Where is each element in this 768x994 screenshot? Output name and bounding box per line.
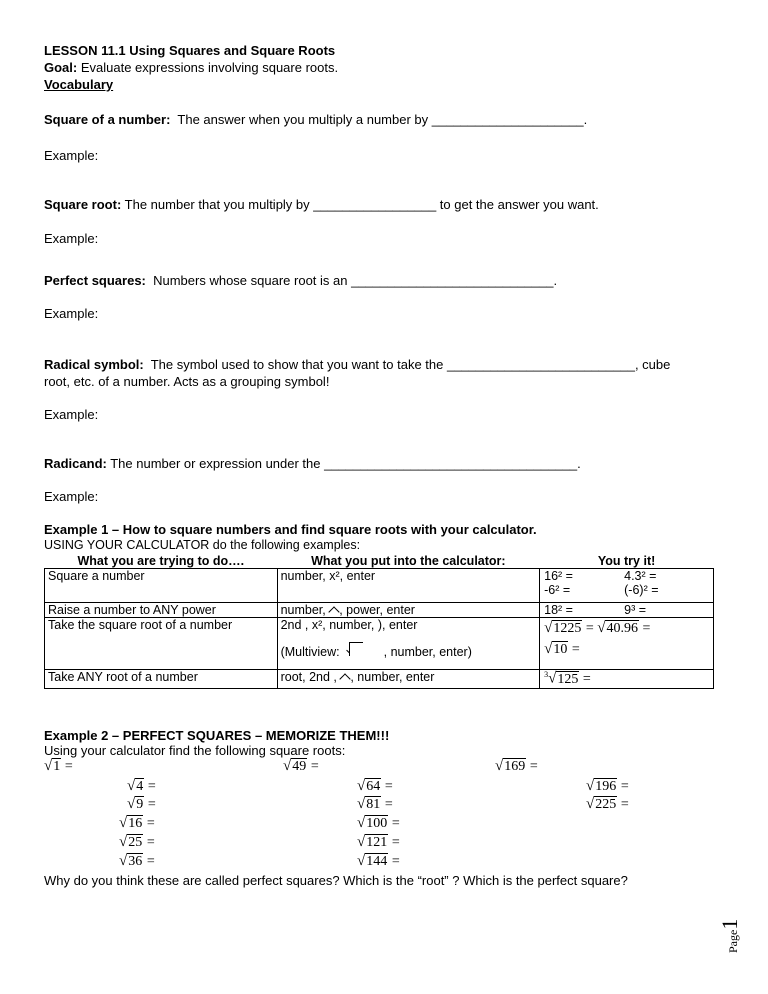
try-neg6-squared: -6² = xyxy=(544,583,571,597)
root-9: √9 = xyxy=(127,796,156,812)
header-keys: What you put into the calculator: xyxy=(311,554,506,568)
term: Square root: xyxy=(44,197,122,212)
keys-cell xyxy=(277,603,540,618)
caret-icon xyxy=(329,604,339,614)
definition: The number that you multiply by _________________ to get the answer you want. xyxy=(121,197,599,212)
root-4: √4 = xyxy=(127,778,156,794)
task-cell: Raise a number to ANY power xyxy=(45,603,278,618)
try-cell xyxy=(540,569,714,603)
goal-label: Goal: xyxy=(44,60,78,75)
try-16-squared: 16² = xyxy=(544,569,573,583)
example2-subtitle: Using your calculator find the following square roots: xyxy=(44,743,346,758)
root-225: √225 = xyxy=(586,796,629,812)
goal-line xyxy=(44,60,338,75)
goal-text: Evaluate expressions involving square roots. xyxy=(77,60,339,75)
task-cell: Square a number xyxy=(45,569,278,603)
header-try: You try it! xyxy=(597,554,656,568)
page-number-value: 1 xyxy=(717,918,742,930)
root-121: √121 = xyxy=(357,834,400,850)
root-49: √49 = xyxy=(283,758,319,774)
try-sqrt-40-96: √40.96 xyxy=(597,620,638,636)
definition: The answer when you multiply a number by _____________________. xyxy=(170,112,588,127)
keys-post: , power, enter xyxy=(339,603,415,617)
example-label: Example: xyxy=(44,407,99,422)
root-16: √16 = xyxy=(119,815,155,831)
task-cell: Take the square root of a number xyxy=(45,618,278,670)
keys-post: , number, enter xyxy=(350,670,435,684)
page-number xyxy=(717,873,743,953)
try-sqrt-10: √10 xyxy=(544,641,568,657)
example-label: Example: xyxy=(44,231,99,246)
root-81: √81 = xyxy=(357,796,393,812)
vocab-perfect-squares xyxy=(44,273,557,288)
vocab-square-of-number xyxy=(44,112,587,127)
try-paren-neg6-squared: (-6)² = xyxy=(624,583,659,597)
term: Radical symbol: xyxy=(44,357,144,372)
task-cell: Take ANY root of a number xyxy=(45,670,278,689)
example2-title: Example 2 – PERFECT SQUARES – MEMORIZE THEM!!! xyxy=(44,728,390,743)
table-row xyxy=(45,603,714,618)
root-100: √100 = xyxy=(357,815,400,831)
try-cell: √1225 = √40.96 = √10 = xyxy=(540,618,714,670)
example1-title: Example 1 – How to square numbers and find square roots with your calculator. xyxy=(44,522,537,537)
example-label: Example: xyxy=(44,306,99,321)
perfect-squares-question: Why do you think these are called perfect squares? Which is the “root” ? Which is the perfect square? xyxy=(44,873,628,888)
keys-pre: root, 2nd , xyxy=(280,670,341,684)
vocab-radicand xyxy=(44,456,581,471)
table-header-row xyxy=(45,554,714,569)
definition-continued: root, etc. of a number. Acts as a grouping symbol! xyxy=(44,374,330,389)
example-label: Example: xyxy=(44,489,99,504)
keys-cell: number, x², enter xyxy=(277,569,540,603)
caret-icon xyxy=(340,671,350,681)
root-196: √196 = xyxy=(586,778,629,794)
header-task: What you are trying to do…. xyxy=(77,554,245,568)
term: Radicand: xyxy=(44,456,107,471)
keys-cell xyxy=(277,670,540,689)
definition: Numbers whose square root is an ____________________________. xyxy=(145,273,558,288)
root-64: √64 = xyxy=(357,778,393,794)
keys-text: 2nd , x², number, ), enter xyxy=(280,618,418,632)
table-row xyxy=(45,618,714,670)
calculator-table xyxy=(44,554,714,689)
multiview-post: , number, enter) xyxy=(383,645,472,659)
example-label: Example: xyxy=(44,148,99,163)
term: Perfect squares: xyxy=(44,273,146,288)
multiview-pre: (Multiview: xyxy=(280,645,340,659)
root-1: √1 = xyxy=(44,758,73,774)
try-cell: $^3$√125 = xyxy=(540,670,714,689)
root-25: √25 = xyxy=(119,834,155,850)
page-label: Page xyxy=(726,929,740,953)
try-cube-root-125: $^3$√125 xyxy=(544,670,579,687)
root-144: √144 = xyxy=(357,853,400,869)
lesson-title: LESSON 11.1 Using Squares and Square Roots xyxy=(44,43,336,58)
keys-pre: number, xyxy=(280,603,330,617)
definition: The number or expression under the ___________________________________. xyxy=(106,456,581,471)
table-row xyxy=(45,569,714,603)
radical-icon xyxy=(346,642,364,656)
vocabulary-heading: Vocabulary xyxy=(44,77,114,92)
root-36: √36 = xyxy=(119,853,155,869)
table-row xyxy=(45,670,714,689)
root-169: √169 = xyxy=(495,758,538,774)
vocab-radical-symbol xyxy=(44,357,670,372)
definition: The symbol used to show that you want to take the __________________________, cube xyxy=(143,357,671,372)
keys-cell xyxy=(277,618,540,670)
term: Square of a number: xyxy=(44,112,171,127)
try-4-3-squared: 4.3² = xyxy=(624,569,657,583)
example1-subtitle: USING YOUR CALCULATOR do the following examples: xyxy=(44,538,361,552)
vocab-square-root xyxy=(44,197,599,212)
try-9-cubed: 9³ = xyxy=(624,603,647,617)
try-cell xyxy=(540,603,714,618)
try-18-squared: 18² = xyxy=(544,603,573,617)
try-sqrt-1225: √1225 xyxy=(544,620,582,636)
